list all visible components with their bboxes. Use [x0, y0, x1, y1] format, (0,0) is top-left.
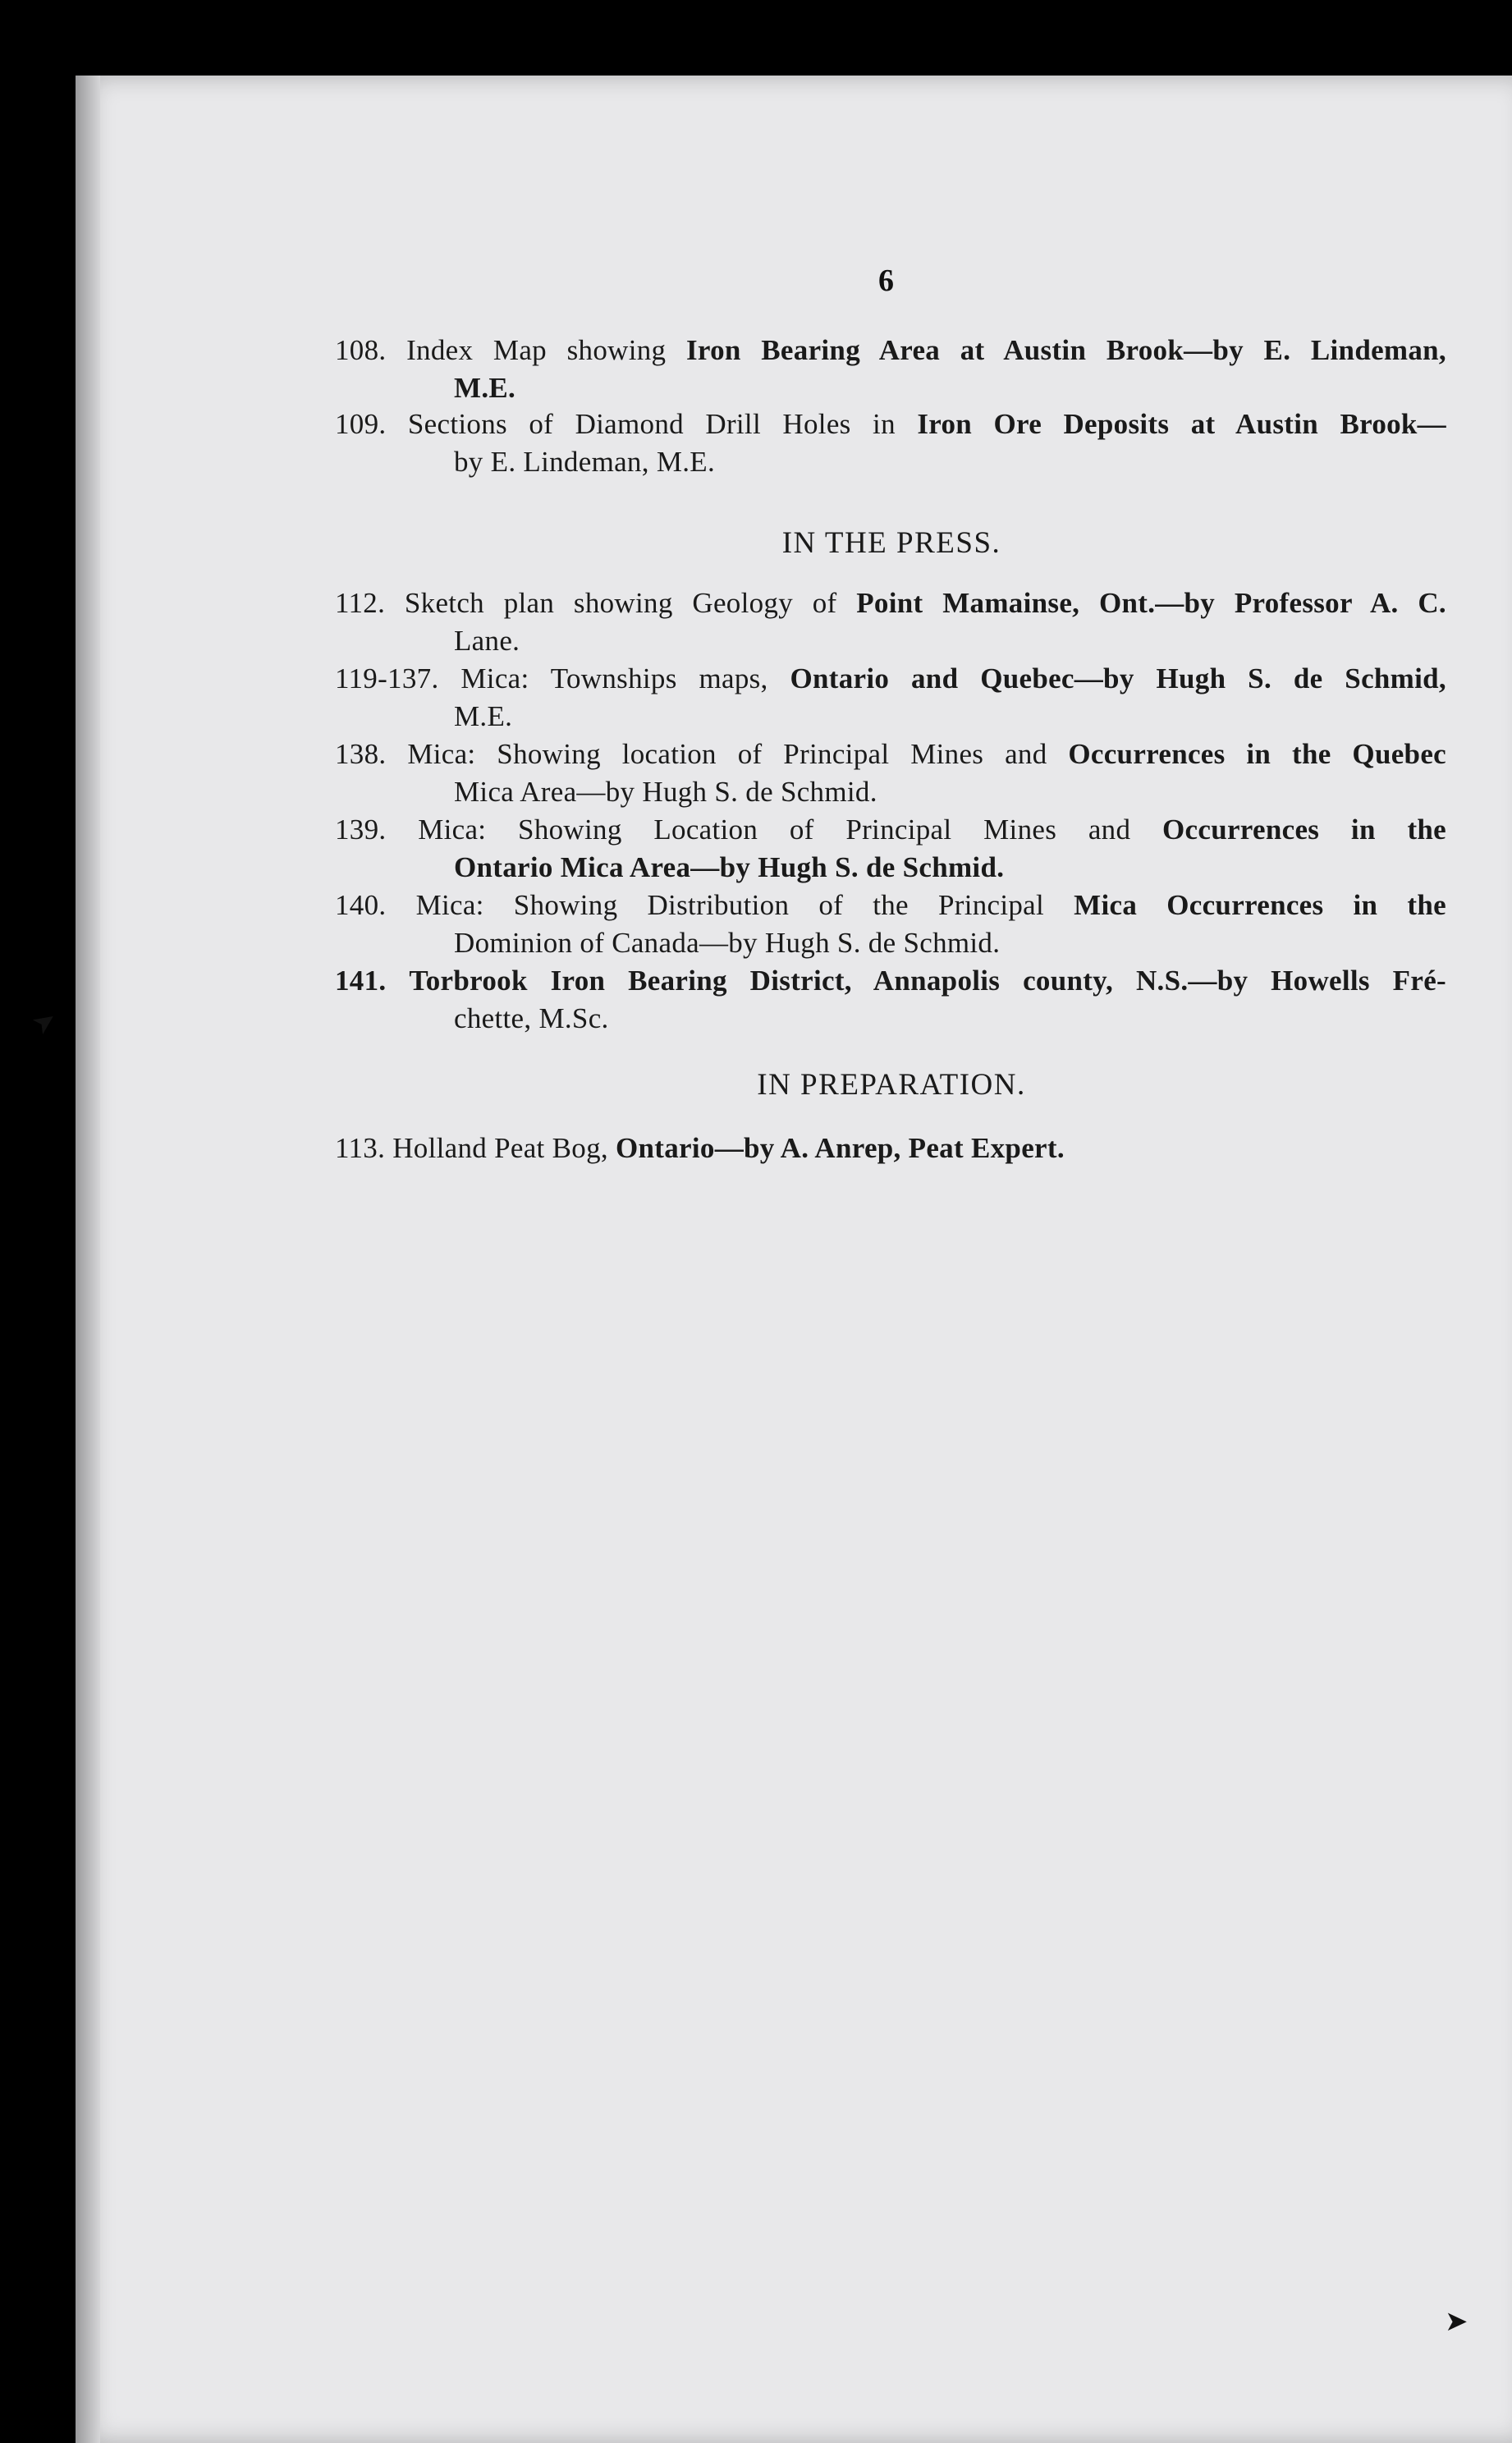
list-entry [335, 887, 1446, 962]
entry-number: 138. [335, 738, 387, 770]
entry-number: 113. [335, 1132, 386, 1164]
list-entry [335, 1130, 1446, 1167]
entry-number: 141. [335, 965, 387, 997]
list-entry [335, 406, 1446, 481]
entry-text-bold: Iron Bearing Area at Austin Brook—by E. Lindeman, [685, 334, 1446, 366]
list-entry [335, 962, 1446, 1038]
section-heading-preparation: IN PREPARATION. [757, 1068, 1026, 1102]
entry-text: Sketch plan showing Geology of [404, 587, 857, 619]
entry-continuation: Ontario Mica Area—by Hugh S. de Schmid. [454, 851, 1005, 883]
entry-text: Index Map showing [406, 334, 686, 366]
entry-text-bold: Occurrences in the [1162, 814, 1446, 846]
page-binding-edge [76, 76, 100, 2443]
scan-mark: ➤ [1445, 2307, 1468, 2337]
list-entry [335, 736, 1446, 811]
entry-text-bold: Mica Occurrences in the [1074, 889, 1446, 921]
entry-continuation: M.E. [454, 700, 513, 732]
entry-text-bold: Ontario—by A. Anrep, Peat Expert. [615, 1132, 1065, 1164]
entry-continuation: M.E. [454, 372, 516, 404]
section-heading-press: IN THE PRESS. [781, 526, 1001, 560]
entry-number: 109. [335, 408, 387, 440]
scan-mark: ➤ [26, 1003, 63, 1042]
entry-number: 108. [335, 334, 387, 366]
entry-text-bold: Iron Ore Deposits at Austin Brook— [917, 408, 1446, 440]
entry-number: 119-137. [335, 662, 439, 694]
entry-number: 112. [335, 587, 386, 619]
entry-continuation: Lane. [454, 625, 520, 657]
entry-number: 140. [335, 889, 387, 921]
entry-continuation: by E. Lindeman, M.E. [454, 446, 716, 478]
list-entry [335, 584, 1446, 660]
page-number: 6 [878, 264, 894, 298]
entry-text-bold: Point Mamainse, Ont.—by Professor A. C. [856, 587, 1446, 619]
entry-text: Holland Peat Bog, [392, 1132, 616, 1164]
entry-text: Mica: Townships maps, [460, 662, 790, 694]
entry-text-bold: Occurrences in the Quebec [1068, 738, 1446, 770]
entry-text: Mica: Showing location of Principal Mines and [407, 738, 1069, 770]
list-entry [335, 660, 1446, 736]
entry-text-bold: Torbrook Iron Bearing District, Annapolis county, N.S.—by Howells Fré- [409, 965, 1446, 997]
list-entry [335, 811, 1446, 887]
entry-text: Mica: Showing Distribution of the Principal [415, 889, 1074, 921]
list-entry [335, 332, 1446, 407]
entry-continuation: Dominion of Canada—by Hugh S. de Schmid. [454, 927, 1001, 959]
entry-text: Sections of Diamond Drill Holes in [407, 408, 918, 440]
entry-number: 139. [335, 814, 387, 846]
entry-continuation: Mica Area—by Hugh S. de Schmid. [454, 776, 877, 808]
entry-text: Mica: Showing Location of Principal Mines and [418, 814, 1163, 846]
entry-text-bold: Ontario and Quebec—by Hugh S. de Schmid, [790, 662, 1446, 694]
entry-continuation: chette, M.Sc. [454, 1002, 609, 1034]
